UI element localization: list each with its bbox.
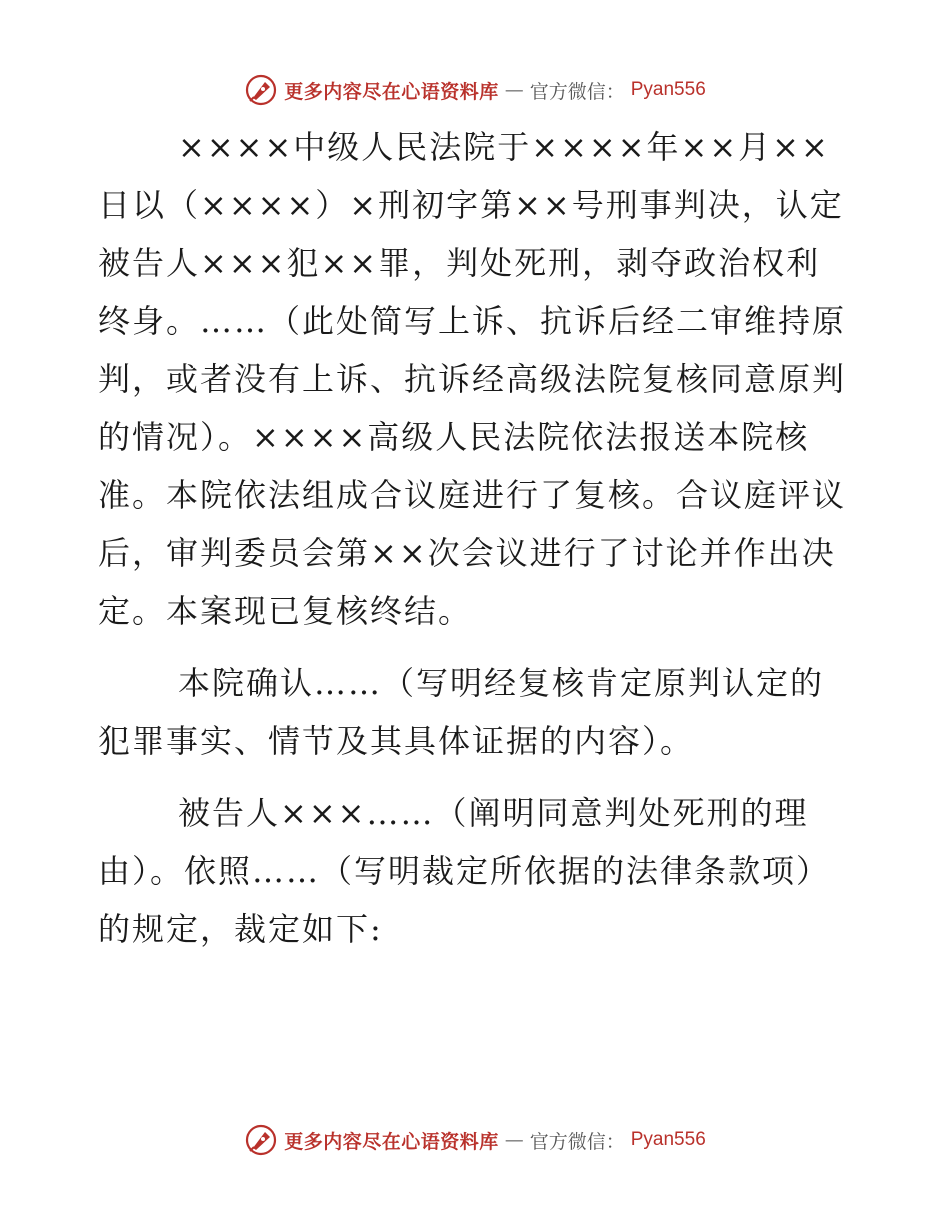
document-body xyxy=(98,118,850,972)
watermark-wechat-label: 官方微信： xyxy=(529,1130,625,1153)
watermark-dash: — xyxy=(504,1129,524,1151)
watermark-wechat-id: Pyan556 xyxy=(630,79,706,100)
pen-nib-logo-icon xyxy=(244,73,278,107)
watermark-wechat-label: 官方微信： xyxy=(529,80,625,103)
pen-nib-logo-icon xyxy=(244,1123,278,1157)
watermark-dash: — xyxy=(504,79,524,101)
watermark-wechat-id: Pyan556 xyxy=(630,1129,706,1150)
paragraph-facts-confirmed: 本院确认……（写明经复核肯定原判认定的犯罪事实、情节及其具体证据的内容）。 xyxy=(98,664,825,760)
footer-watermark xyxy=(0,1120,950,1160)
paragraph-ruling-basis: 被告人×××……（阐明同意判处死刑的理由）。依照……（写明裁定所依据的法律条款项）的规定，裁定如下: xyxy=(98,794,831,948)
header-watermark xyxy=(0,70,950,110)
watermark-brand-text: 更多内容尽在心语资料库 xyxy=(284,80,499,103)
watermark-brand-text: 更多内容尽在心语资料库 xyxy=(284,1130,499,1153)
paragraph-case-history: ××××中级人民法院于××××年××月××日以（××××）×刑初字第××号刑事判决，认定被告人×××犯××罪，判处死刑，剥夺政治权利终身。……（此处简写上诉、抗诉后经二审维持原判，或者没有上诉、抗诉经高级法院复核同意原判的情况）。××××高级人民法院依法报送本院核准。本院依法组成合议庭进行了复核。合议庭评议后，审判委员会第××次会议进行了讨论并作出决定。本案现已复核终结。 xyxy=(98,128,847,630)
